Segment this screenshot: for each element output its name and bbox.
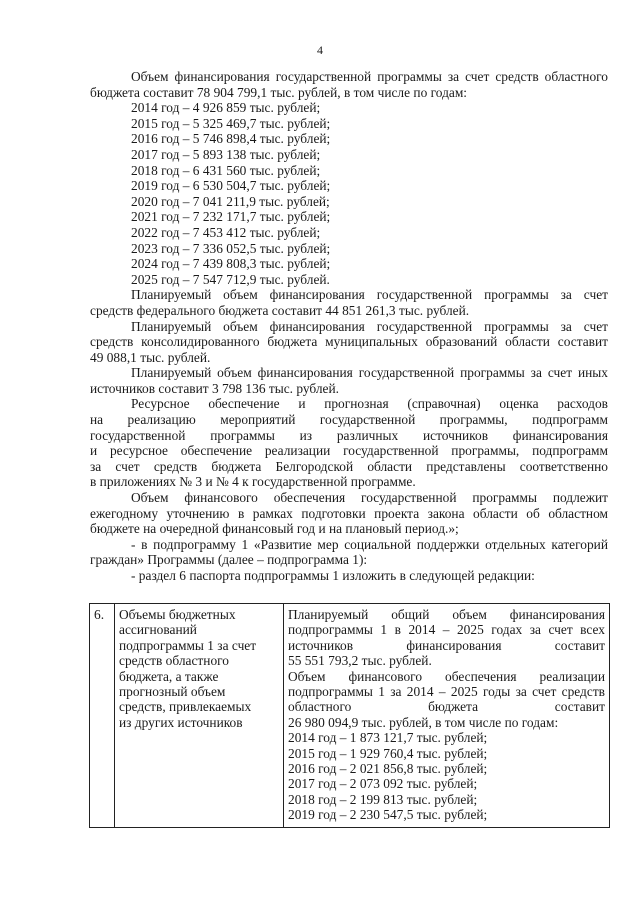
text-line: Объем финансирования государственной программы за счет средств областного [131, 69, 608, 84]
passport-table [89, 603, 610, 828]
year-item: 2016 год – 2 021 856,8 тыс. рублей; [288, 761, 488, 777]
text-line: Планируемый объем финансирования государственной программы за счет иных [131, 365, 608, 381]
year-item: 2019 год – 6 530 504,7 тыс. рублей; [131, 178, 331, 194]
label-line: средств областного [119, 653, 229, 669]
year-item: 2018 год – 6 431 560 тыс. рублей; [131, 162, 321, 178]
label-line: ассигнований [119, 622, 197, 638]
text-line: граждан» Программы (далее – подпрограмма 1): [90, 552, 368, 568]
year-item: 2015 год – 5 325 469,7 тыс. рублей; [131, 115, 331, 131]
regional-year-list [90, 100, 608, 287]
year-item: 2022 год – 7 453 412 тыс. рублей; [131, 224, 321, 240]
year-item: 2016 год – 5 746 898,4 тыс. рублей; [131, 131, 331, 147]
text-line: за счет средств бюджета Белгородской области представлены соответственно [90, 458, 608, 474]
paragraph-other-sources [90, 365, 608, 396]
year-item: 2023 год – 7 336 052,5 тыс. рублей; [131, 240, 331, 256]
document-body [90, 69, 608, 584]
text-line: в приложениях № 3 и № 4 к государственной программе. [90, 474, 416, 490]
label-line: средств, привлекаемых [119, 699, 252, 715]
text-line: бюджета составит 78 904 799,1 тыс. рублей, в том числе по годам: [90, 84, 468, 100]
year-item: 2020 год – 7 041 211,9 тыс. рублей; [131, 193, 330, 209]
text-line: подпрограммы 1 в 2014 – 2025 годах за счет всех [288, 622, 605, 638]
paragraph-federal-budget [90, 287, 608, 318]
year-item: 2021 год – 7 232 171,7 тыс. рублей; [131, 209, 331, 225]
text-line: Объем финансового обеспечения реализации [288, 668, 605, 684]
text-line: на реализацию мероприятий государственной программы, подпрограмм [90, 412, 608, 428]
text-line: средств федерального бюджета составит 44 851 261,3 тыс. рублей. [90, 302, 470, 318]
text-line: Планируемый объем финансирования государственной программы за счет [131, 287, 608, 303]
row-label-cell [115, 604, 284, 828]
paragraph-subprogram-1 [90, 537, 608, 568]
year-item: 2014 год – 4 926 859 тыс. рублей; [131, 100, 321, 116]
page-number: 4 [317, 43, 323, 57]
text-line: источников финансирования составит [288, 637, 605, 653]
text-line: средств консолидированного бюджета муниципальных образований области составит [90, 334, 608, 350]
text-line: ежегодному уточнению в рамках подготовки проекта закона области об областном [90, 505, 608, 521]
text-line: 55 551 793,2 тыс. рублей. [288, 653, 432, 669]
text-line: областного бюджета составит [288, 699, 605, 715]
text-line: государственной программы из различных источников финансирования [90, 427, 608, 443]
year-item: 2017 год – 5 893 138 тыс. рублей; [131, 146, 321, 162]
paragraph-annual-update [90, 490, 608, 537]
label-line: прогнозный объем [119, 684, 226, 700]
table-row [90, 604, 610, 828]
text-line: - в подпрограмму 1 «Развитие мер социальной поддержки отдельных категорий [131, 536, 608, 552]
text-line: бюджете на очередной финансовый год и на плановый период.»; [90, 521, 459, 537]
text-line: подпрограммы 1 за 2014 – 2025 годы за счет средств [288, 684, 605, 700]
label-line: из других источников [119, 714, 243, 730]
year-item: 2018 год – 2 199 813 тыс. рублей; [288, 791, 478, 807]
paragraph-section-6: - раздел 6 паспорта подпрограммы 1 изложить в следующей редакции: [131, 568, 535, 583]
text-line: Объем финансового обеспечения государственной программы подлежит [131, 490, 608, 506]
label-line: подпрограммы 1 за счет [119, 637, 257, 653]
row-number-cell: 6. [90, 604, 115, 828]
year-item: 2025 год – 7 547 712,9 тыс. рублей. [131, 271, 330, 287]
year-item: 2015 год – 1 929 760,4 тыс. рублей; [288, 745, 488, 761]
label-line: бюджета, а также [119, 668, 219, 684]
year-item: 2024 год – 7 439 808,3 тыс. рублей; [131, 256, 331, 272]
text-line: 49 088,1 тыс. рублей. [90, 349, 211, 365]
label-line: Объемы бюджетных [119, 607, 236, 622]
paragraph-regional-budget [90, 69, 608, 100]
row-content-cell [284, 604, 610, 828]
paragraph-resource-support [90, 396, 608, 490]
year-item: 2017 год – 2 073 092 тыс. рублей; [288, 776, 478, 792]
text-line: Ресурсное обеспечение и прогнозная (справочная) оценка расходов [131, 396, 608, 412]
text-line: Планируемый объем финансирования государственной программы за счет [131, 318, 608, 334]
text-line: 26 980 094,9 тыс. рублей, в том числе по годам: [288, 714, 559, 730]
text-line: Планируемый общий объем финансирования [288, 607, 605, 622]
text-line: и ресурсное обеспечение реализации государственной программы, подпрограмм [90, 443, 608, 459]
text-line: источников составит 3 798 136 тыс. рублей. [90, 380, 340, 396]
year-item: 2019 год – 2 230 547,5 тыс. рублей; [288, 807, 488, 823]
paragraph-municipal-budget [90, 319, 608, 366]
year-item: 2014 год – 1 873 121,7 тыс. рублей; [288, 730, 488, 746]
